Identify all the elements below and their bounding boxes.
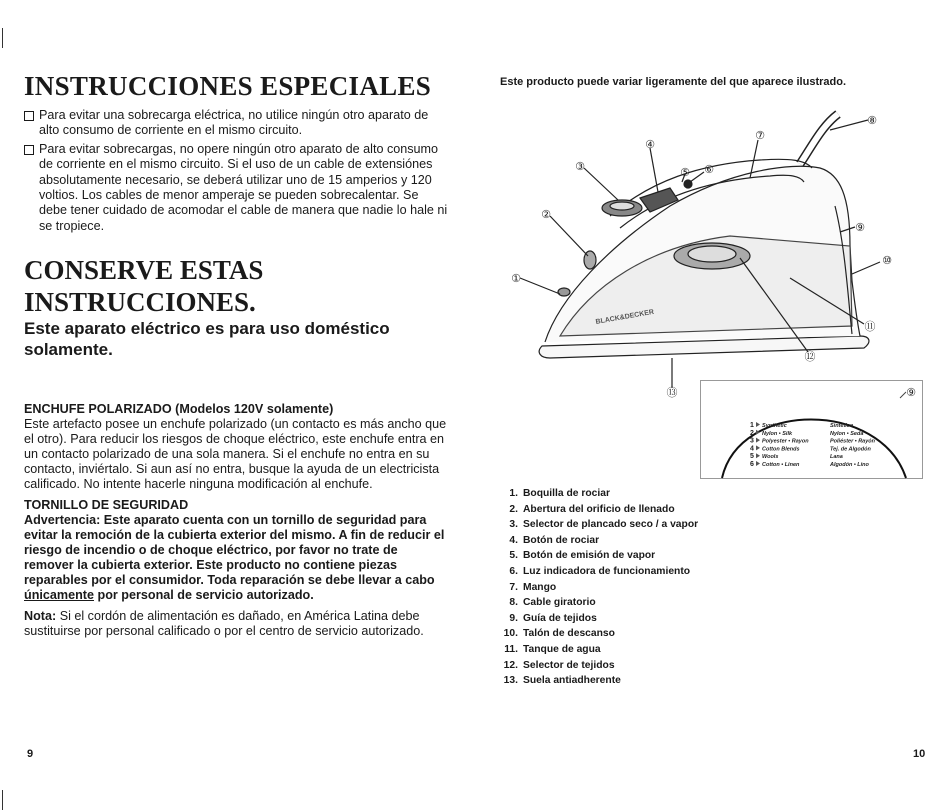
special-instructions-list (24, 108, 449, 234)
fabric-name-en: Polyester • Rayon (762, 438, 809, 445)
polarized-plug-body: Este artefacto posee un enchufe polarizado (un contacto es más ancho que el otro). Para reducir los riesgos de choque eléctrico, este enchufe entra en un contacto polarizado de una sola manera. Si el enchufe no entra en su contacto, inviértalo. Si aun así no entra, busque la ayuda de un electricista calificado. No intente hacerle ninguna modificación al enchufe. (24, 417, 447, 491)
crop-mark-bottom (2, 790, 3, 810)
parts-list-item (498, 486, 698, 502)
checkbox-bullet-icon (24, 145, 34, 155)
note-text: Si el cordón de alimentación es dañado, en América Latina debe sustituirse por personal calificado o por el centro de servicio autorizado. (24, 609, 424, 638)
part-number: 13. (503, 675, 518, 687)
callout-8: ⑧ (867, 114, 877, 127)
special-instructions-heading: INSTRUCCIONES ESPECIALES (24, 71, 432, 101)
parts-list-item (498, 517, 698, 533)
parts-list-item (498, 564, 698, 580)
parts-list-item (498, 595, 698, 611)
callout-1: ① (511, 272, 521, 285)
part-number: 4. (509, 534, 518, 546)
fabric-name-es: Lana (830, 454, 843, 461)
part-label: Cable giratorio (523, 597, 596, 609)
bullet-text: Para evitar sobrecargas, no opere ningún otro aparato de alto consumo de corriente en el mismo circuito. Si el uso de un cable de extensiónes absolutamente necesario, se deberá utilizar uno de 15 amperios y 120 voltios. Los cables de menor amperaje se pueden sobrecalentar. Se debe tener cuidado de acomodar el cable de manera que nadie lo hale ni se tropiece. (39, 141, 448, 233)
fabric-name-es: Nylon • Seda (830, 430, 864, 437)
part-number: 2. (509, 503, 518, 515)
list-item (24, 142, 449, 234)
part-number: 11. (504, 643, 518, 655)
illustration-note: Este producto puede variar ligeramente del que aparece ilustrado. (500, 76, 846, 88)
warning-text-end: por personal de servicio autorizado. (97, 588, 314, 602)
part-label: Botón de emisión de vapor (523, 550, 656, 562)
polarized-plug-title-text: ENCHUFE POLARIZADO (24, 402, 172, 416)
callout-5: ⑤ (680, 166, 690, 179)
part-number: 12. (503, 659, 518, 671)
save-instructions-line2: INSTRUCCIONES. (24, 287, 256, 318)
dial-callout-9: ⑨ (906, 386, 916, 399)
part-label: Luz indicadora de funcionamiento (523, 565, 691, 577)
part-label: Selector de tejidos (523, 659, 615, 671)
iron-illustration (500, 96, 930, 406)
left-page-top (24, 70, 449, 360)
checkbox-bullet-icon (24, 111, 34, 121)
part-label: Talón de descanso (523, 628, 615, 640)
parts-list-item (498, 533, 698, 549)
fabric-name-en: Cotton Blends (762, 446, 800, 453)
safety-screw-title: TORNILLO DE SEGURIDAD (24, 498, 189, 512)
safety-screw-warning (24, 513, 449, 603)
parts-list-item (498, 502, 698, 518)
save-instructions-line1: CONSERVE ESTAS (24, 255, 264, 286)
fabric-name-es: Sintético (830, 423, 854, 429)
bullet-text: Para evitar una sobrecarga eléctrica, no utilice ningún otro aparato de alto consumo de corriente en el mismo circuito. (39, 108, 429, 138)
part-number: 5. (509, 550, 518, 562)
fabric-setting-number: 2 (750, 429, 754, 437)
callout-7: ⑦ (755, 129, 765, 142)
part-label: Botón de rociar (523, 534, 600, 546)
callout-6: ⑥ (704, 163, 714, 176)
part-label: Selector de plancado seco / a vapor (523, 519, 699, 531)
part-label: Abertura del orificio de llenado (523, 503, 675, 515)
part-label: Mango (523, 581, 557, 593)
fabric-name-en: Synthetic (762, 423, 787, 429)
fabric-setting-number: 1 (750, 422, 754, 429)
part-number: 8. (509, 597, 518, 609)
parts-list-item (498, 548, 698, 564)
left-page-bottom (24, 402, 449, 639)
fabric-setting-number: 4 (750, 445, 754, 453)
callout-9: ⑨ (855, 221, 865, 234)
part-label: Suela antiadherente (523, 675, 621, 687)
fabric-guide-diagram (700, 380, 930, 480)
note-label: Nota: (24, 609, 57, 623)
part-label: Guía de tejidos (523, 612, 597, 624)
warning-underlined-text: únicamente (24, 588, 94, 602)
polarized-plug-title (24, 402, 449, 417)
list-item (24, 108, 449, 139)
page-number-left: 9 (27, 748, 34, 760)
parts-list-item (498, 580, 698, 596)
callout-12: ⑫ (804, 350, 816, 363)
part-number: 1. (509, 488, 518, 499)
part-label: Boquilla de rociar (523, 488, 610, 499)
part-number: 9. (509, 612, 518, 624)
fabric-setting-number: 3 (750, 437, 754, 445)
callout-4: ④ (645, 138, 655, 151)
fabric-name-es: Poliéster • Rayón (830, 438, 876, 445)
callout-10: ⑩ (882, 254, 892, 267)
fabric-name-en: Nylon • Silk (762, 430, 793, 437)
parts-list-item (498, 611, 698, 627)
parts-list-item (498, 673, 698, 689)
fabric-setting-number: 6 (750, 461, 754, 468)
part-number: 3. (509, 519, 518, 531)
part-number: 6. (509, 565, 518, 577)
fabric-name-en: Cotton • Linen (762, 462, 800, 468)
callout-13: ⑬ (666, 386, 678, 399)
part-number: 7. (509, 581, 518, 593)
warning-text: Advertencia: Este aparato cuenta con un tornillo de seguridad para evitar la remoción de la cubierta exterior del mismo. A fin de reducir el riesgo de incendio o de choque eléctrico, por favor no trate de remover la cubierta exterior. Este producto no contiene piezas reparables por el consumidor. Toda reparación se debe llevar a cabo (24, 513, 445, 587)
callout-11: ⑪ (864, 320, 876, 333)
note-paragraph (24, 609, 449, 639)
parts-list-item (498, 658, 698, 674)
callout-2: ② (541, 208, 551, 221)
save-instructions-block (24, 254, 449, 360)
parts-list-item (498, 642, 698, 658)
brand-logo: BLACK&DECKER (595, 308, 655, 326)
crop-mark-top (2, 28, 3, 48)
fabric-name-es: Tej. de Algodón (830, 446, 871, 453)
household-use-line2: solamente. (24, 340, 113, 360)
part-number: 10. (503, 628, 518, 640)
part-label: Tanque de agua (523, 643, 601, 655)
household-use-line1: Este aparato eléctrico es para uso doméstico (24, 319, 390, 339)
fabric-name-es: Algodón • Lino (830, 462, 869, 468)
parts-list-item (498, 626, 698, 642)
page-number-right: 10 (913, 748, 926, 760)
parts-list (498, 486, 698, 689)
callout-3: ③ (575, 160, 585, 173)
fabric-name-en: Wools (762, 454, 779, 461)
fabric-setting-number: 5 (750, 453, 754, 461)
polarized-plug-title-note: (Modelos 120V solamente) (175, 402, 334, 416)
